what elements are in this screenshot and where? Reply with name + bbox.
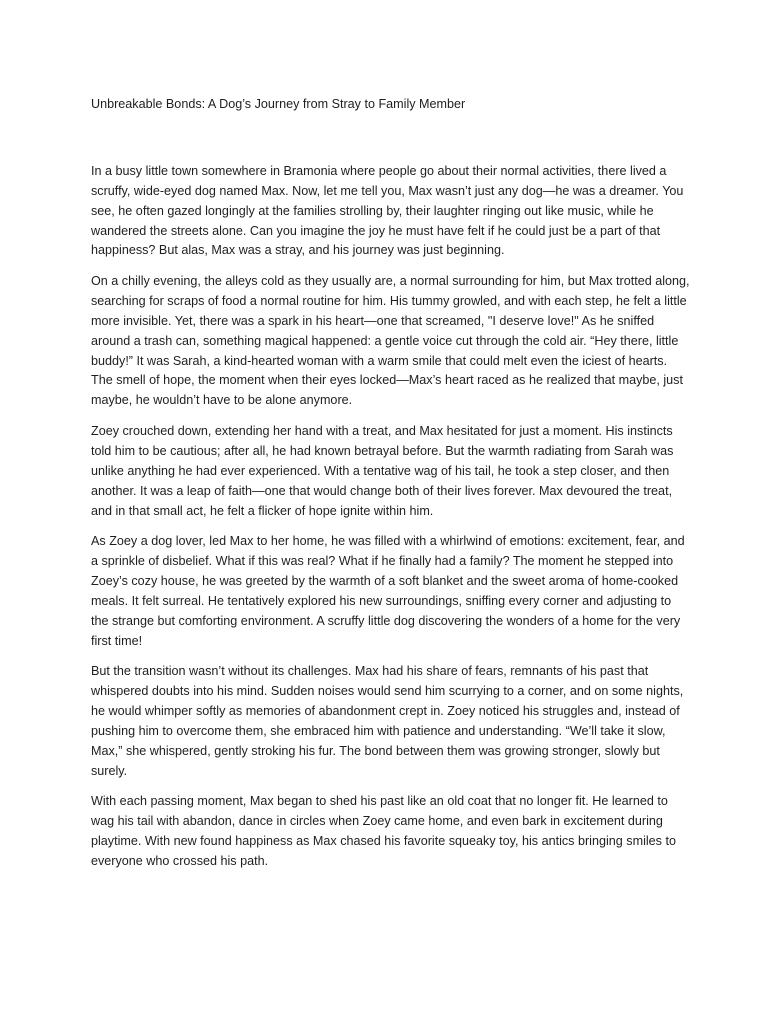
paragraph-6: With each passing moment, Max began to shed his past like an old coat that no longer fit. He learned to wag his tail with abandon, dance in circles when Zoey came home, and even bark in excitement during playtime. With new found happiness as Max chased his favorite squeaky toy, his antics bringing smiles to everyone who crossed his path.	[91, 794, 676, 868]
paragraph-3: Zoey crouched down, extending her hand with a treat, and Max hesitated for just a moment. His instincts told him to be cautious; after all, he had known betrayal before. But the warmth radiating from Sarah was unlike anything he had ever experienced. With a tentative wag of his tail, he took a step closer, and then another. It was a leap of faith—one that would change both of their lives forever. Max devoured the treat, and in that small act, he felt a flicker of hope ignite within him.	[91, 424, 674, 518]
paragraph-2: On a chilly evening, the alleys cold as they usually are, a normal surrounding for him, but Max trotted along, searching for scraps of food a normal routine for him. His tummy growled, and with each step, he felt a little more invisible. Yet, there was a spark in his heart—one that screamed, "I deserve love!" As he sniffed around a trash can, something magical happened: a gentle voice cut through the cold air. “Hey there, little buddy!” It was Sarah, a kind-hearted woman with a warm smile that could melt even the iciest of hearts. The smell of hope, the moment when their eyes locked—Max’s heart raced as he realized that maybe, just maybe, he wouldn’t have to be alone anymore.	[91, 274, 690, 408]
document-body	[91, 162, 691, 872]
document-content	[91, 94, 691, 883]
document-title: Unbreakable Bonds: A Dog’s Journey from Stray to Family Member	[91, 97, 466, 111]
paragraph-1: In a busy little town somewhere in Bramonia where people go about their normal activities, there lived a scruffy, wide-eyed dog named Max. Now, let me tell you, Max wasn’t just any dog—he was a dreamer. You see, he often gazed longingly at the families strolling by, their laughter ringing out like music, while he wandered the streets alone. Can you imagine the joy he must have felt if he could just be a part of that happiness? But alas, Max was a stray, and his journey was just beginning.	[91, 164, 684, 258]
paragraph-4: As Zoey a dog lover, led Max to her home, he was filled with a whirlwind of emotions: excitement, fear, and a sprinkle of disbelief. What if this was real? What if he finally had a family? The moment he stepped into Zoey’s cozy house, he was greeted by the warmth of a soft blanket and the sweet aroma of home-cooked meals. It felt surreal. He tentatively explored his new surroundings, sniffing every corner and adjusting to the strange but comforting environment. A scruffy little dog discovering the wonders of a home for the very first time!	[91, 534, 685, 648]
paragraph-5: But the transition wasn’t without its challenges. Max had his share of fears, remnants of his past that whispered doubts into his mind. Sudden noises would send him scurrying to a corner, and on some nights, he would whimper softly as memories of abandonment crept in. Zoey noticed his struggles and, instead of pushing him to overcome them, she embraced him with patience and understanding. “We’ll take it slow, Max,” she whispered, gently stroking his fur. The bond between them was growing stronger, slowly but surely.	[91, 664, 684, 778]
